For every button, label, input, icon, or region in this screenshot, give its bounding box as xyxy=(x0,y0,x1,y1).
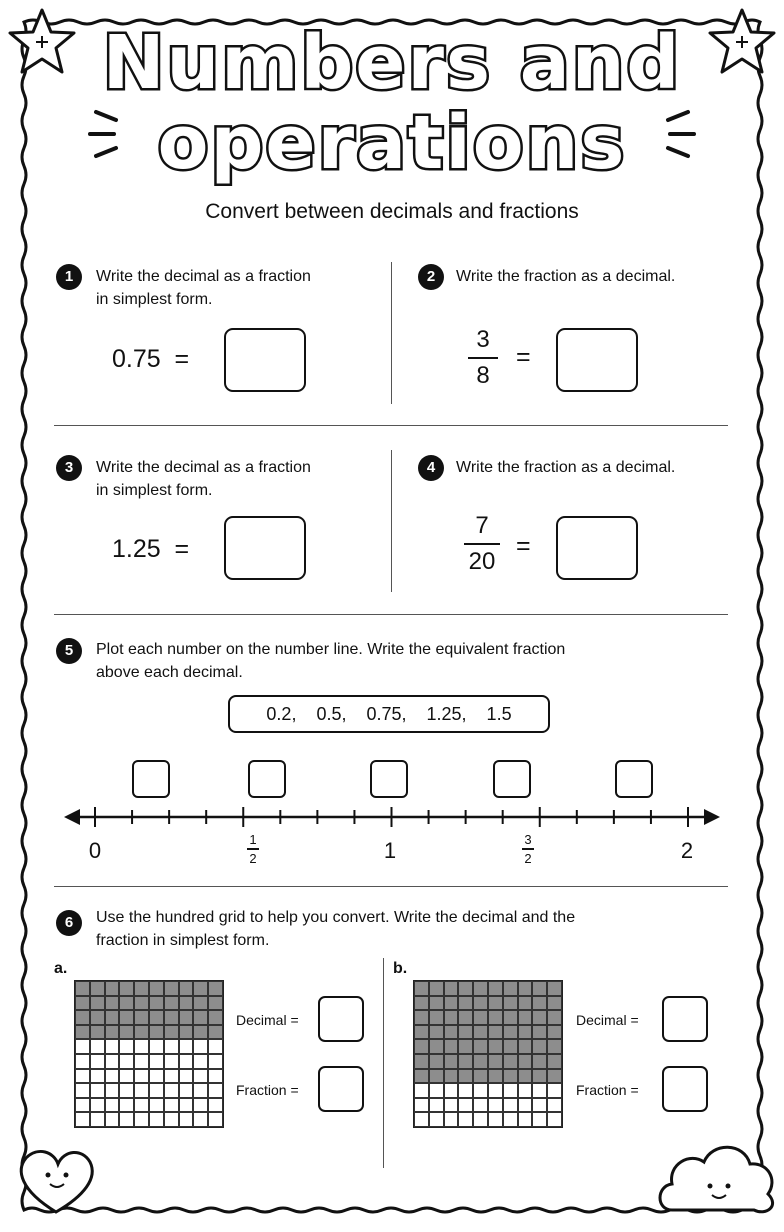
grid-cell xyxy=(134,1039,149,1054)
grid-cell xyxy=(208,1039,223,1054)
question-text-line: fraction in simplest form. xyxy=(96,932,270,949)
grid-cell xyxy=(149,1083,164,1098)
part-label-a: a. xyxy=(54,960,68,977)
grid-cell xyxy=(105,1054,120,1069)
grid-cell xyxy=(75,1039,90,1054)
grid-cell xyxy=(193,1025,208,1040)
grid-cell xyxy=(208,1112,223,1127)
grid-cell xyxy=(518,1083,533,1098)
grid-cell xyxy=(134,1112,149,1127)
number-line-label-half xyxy=(243,832,263,866)
grid-cell xyxy=(193,1010,208,1025)
grid-cell xyxy=(75,996,90,1011)
grid-cell xyxy=(547,981,562,996)
grid-cell xyxy=(458,1098,473,1113)
grid-cell xyxy=(75,981,90,996)
grid-cell xyxy=(458,1054,473,1069)
grid-cell xyxy=(193,1069,208,1084)
decimal-answer-box-a[interactable] xyxy=(318,996,364,1042)
grid-cell xyxy=(134,1083,149,1098)
grid-cell xyxy=(75,1069,90,1084)
number-line-label-2: 2 xyxy=(680,838,694,863)
grid-cell xyxy=(193,981,208,996)
grid-cell xyxy=(105,1010,120,1025)
grid-cell xyxy=(503,1069,518,1084)
grid-cell xyxy=(429,1069,444,1084)
answer-box-q4[interactable] xyxy=(556,516,638,580)
fraction-answer-box[interactable] xyxy=(248,760,286,798)
column-divider xyxy=(391,450,392,592)
grid-cell xyxy=(75,1025,90,1040)
grid-cell xyxy=(208,996,223,1011)
grid-cell xyxy=(134,981,149,996)
grid-cell xyxy=(119,981,134,996)
grid-cell xyxy=(503,1112,518,1127)
numerator: 3 xyxy=(476,326,490,353)
grid-cell xyxy=(547,1039,562,1054)
cloud-icon xyxy=(660,1147,773,1212)
grid-cell xyxy=(532,1039,547,1054)
question-number: 3 xyxy=(56,455,82,481)
decimal-answer-box-b[interactable] xyxy=(662,996,708,1042)
fraction-answer-box[interactable] xyxy=(370,760,408,798)
grid-cell xyxy=(149,1112,164,1127)
grid-cell xyxy=(149,981,164,996)
grid-cell xyxy=(75,1112,90,1127)
grid-cell xyxy=(532,1010,547,1025)
grid-cell xyxy=(547,1112,562,1127)
grid-cell xyxy=(429,981,444,996)
section-divider xyxy=(54,425,728,426)
grid-cell xyxy=(473,1039,488,1054)
grid-cell xyxy=(458,1010,473,1025)
grid-cell xyxy=(488,1112,503,1127)
grid-cell xyxy=(488,1025,503,1040)
grid-cell xyxy=(90,1083,105,1098)
grid-cell xyxy=(149,1054,164,1069)
grid-cell xyxy=(473,996,488,1011)
decimal-label: Decimal = xyxy=(576,1012,639,1028)
grid-cell xyxy=(458,1025,473,1040)
question-number: 4 xyxy=(418,455,444,481)
grid-cell xyxy=(164,996,179,1011)
question-text-line: Use the hundred grid to help you convert. Write the decimal and the xyxy=(96,909,576,926)
grid-cell xyxy=(179,1025,194,1040)
grid-cell xyxy=(444,1083,459,1098)
grid-cell xyxy=(193,1112,208,1127)
denominator: 20 xyxy=(468,548,496,575)
decimal-expression: 0.75 = xyxy=(112,345,190,373)
grid-cell xyxy=(134,1025,149,1040)
grid-cell xyxy=(429,1010,444,1025)
grid-cell xyxy=(547,996,562,1011)
grid-cell xyxy=(488,1083,503,1098)
grid-cell xyxy=(473,981,488,996)
grid-cell xyxy=(444,1098,459,1113)
grid-cell xyxy=(473,1112,488,1127)
grid-cell xyxy=(429,1054,444,1069)
grid-cell xyxy=(458,981,473,996)
equals-sign: = xyxy=(516,343,531,371)
grid-cell xyxy=(473,1069,488,1084)
grid-cell xyxy=(488,1098,503,1113)
grid-cell xyxy=(105,1025,120,1040)
question-text-line: Write the decimal as a fraction xyxy=(96,459,311,476)
grid-cell xyxy=(488,1069,503,1084)
fraction-label: Fraction = xyxy=(576,1082,639,1098)
grid-cell xyxy=(458,1069,473,1084)
grid-cell xyxy=(208,981,223,996)
grid-cell xyxy=(488,1039,503,1054)
grid-cell xyxy=(518,1039,533,1054)
grid-cell xyxy=(532,1025,547,1040)
grid-cell xyxy=(208,1098,223,1113)
grid-cell xyxy=(547,1025,562,1040)
grid-cell xyxy=(532,996,547,1011)
grid-cell xyxy=(164,981,179,996)
grid-cell xyxy=(414,1054,429,1069)
question-number: 6 xyxy=(56,910,82,936)
grid-cell xyxy=(164,1083,179,1098)
heart-icon xyxy=(21,1151,92,1212)
fraction-bar xyxy=(464,543,500,545)
page-title-line2: operations xyxy=(157,100,627,186)
grid-cell xyxy=(444,981,459,996)
grid-cell xyxy=(164,1010,179,1025)
grid-cell xyxy=(547,1010,562,1025)
grid-cell xyxy=(208,1083,223,1098)
fraction-answer-box-a[interactable] xyxy=(318,1066,364,1112)
fraction-answer-box[interactable] xyxy=(132,760,170,798)
grid-cell xyxy=(119,1069,134,1084)
number-line xyxy=(60,800,724,840)
grid-cell xyxy=(473,1054,488,1069)
grid-cell xyxy=(414,1112,429,1127)
question-1-text xyxy=(96,265,311,311)
grid-cell xyxy=(518,1025,533,1040)
number-line-label-three-halves xyxy=(518,832,538,866)
question-2-text: Write the fraction as a decimal. xyxy=(456,268,676,285)
grid-cell xyxy=(488,996,503,1011)
denominator: 8 xyxy=(476,362,490,389)
number-line-label-0: 0 xyxy=(88,838,102,863)
fraction-bar xyxy=(247,848,259,850)
grid-cell xyxy=(473,1083,488,1098)
grid-cell xyxy=(547,1069,562,1084)
question-number: 2 xyxy=(418,264,444,290)
grid-cell xyxy=(164,1069,179,1084)
grid-cell xyxy=(518,1069,533,1084)
grid-cell xyxy=(164,1025,179,1040)
question-text-line: in simplest form. xyxy=(96,482,213,499)
grid-cell xyxy=(179,1083,194,1098)
grid-cell xyxy=(473,1098,488,1113)
fraction-answer-box[interactable] xyxy=(493,760,531,798)
grid-cell xyxy=(414,1039,429,1054)
grid-cell xyxy=(532,1083,547,1098)
grid-cell xyxy=(119,1098,134,1113)
grid-cell xyxy=(90,996,105,1011)
denominator: 2 xyxy=(524,850,532,866)
grid-cell xyxy=(414,1010,429,1025)
answer-box-q3[interactable] xyxy=(224,516,306,580)
grid-cell xyxy=(75,1098,90,1113)
grid-cell xyxy=(444,1069,459,1084)
arrow-right-icon xyxy=(704,809,720,825)
grid-cell xyxy=(414,981,429,996)
grid-cell xyxy=(518,1054,533,1069)
grid-cell xyxy=(532,1069,547,1084)
grid-cell xyxy=(488,1054,503,1069)
numerator: 1 xyxy=(249,832,257,847)
grid-cell xyxy=(444,1010,459,1025)
decimal-label: Decimal = xyxy=(236,1012,299,1028)
grid-cell xyxy=(532,1054,547,1069)
grid-cell xyxy=(193,1039,208,1054)
grid-cell xyxy=(444,996,459,1011)
grid-cell xyxy=(90,1010,105,1025)
grid-cell xyxy=(532,1112,547,1127)
grid-cell xyxy=(119,1083,134,1098)
hundred-grid-a xyxy=(74,980,224,1128)
grid-cell xyxy=(134,1010,149,1025)
grid-cell xyxy=(208,1069,223,1084)
grid-cell xyxy=(414,1098,429,1113)
grid-cell xyxy=(164,1112,179,1127)
column-divider xyxy=(383,958,384,1168)
grid-cell xyxy=(75,1010,90,1025)
grid-cell xyxy=(105,1083,120,1098)
grid-cell xyxy=(105,1039,120,1054)
grid-cell xyxy=(149,1069,164,1084)
grid-cell xyxy=(179,1112,194,1127)
grid-cell xyxy=(503,981,518,996)
grid-cell xyxy=(193,1054,208,1069)
equals-sign: = xyxy=(516,532,531,560)
grid-cell xyxy=(134,1069,149,1084)
page-subtitle: Convert between decimals and fractions xyxy=(205,200,579,223)
grid-cell xyxy=(179,1039,194,1054)
grid-cell xyxy=(119,1112,134,1127)
grid-cell xyxy=(179,981,194,996)
answer-box-q2[interactable] xyxy=(556,328,638,392)
grid-cell xyxy=(105,1112,120,1127)
grid-cell xyxy=(429,1039,444,1054)
decimal-expression: 1.25 = xyxy=(112,535,190,563)
grid-cell xyxy=(414,996,429,1011)
grid-cell xyxy=(518,981,533,996)
grid-cell xyxy=(119,1010,134,1025)
grid-cell xyxy=(473,1025,488,1040)
grid-cell xyxy=(164,1039,179,1054)
question-6-text xyxy=(96,906,575,952)
grid-cell xyxy=(179,1098,194,1113)
grid-cell xyxy=(444,1039,459,1054)
grid-cell xyxy=(532,981,547,996)
grid-cell xyxy=(518,1098,533,1113)
numerator: 3 xyxy=(524,832,532,847)
fraction-bar xyxy=(468,357,498,359)
question-5-text xyxy=(96,638,565,684)
part-label-b: b. xyxy=(393,960,408,977)
fraction-answer-box-b[interactable] xyxy=(662,1066,708,1112)
page-title: Numbers and xyxy=(102,20,682,106)
grid-cell xyxy=(179,1054,194,1069)
section-divider xyxy=(54,614,728,615)
grid-cell xyxy=(503,1039,518,1054)
grid-cell xyxy=(444,1054,459,1069)
grid-cell xyxy=(458,1039,473,1054)
grid-cell xyxy=(444,1025,459,1040)
grid-cell xyxy=(503,1010,518,1025)
grid-cell xyxy=(518,996,533,1011)
grid-cell xyxy=(193,1098,208,1113)
grid-cell xyxy=(458,1083,473,1098)
numerator: 7 xyxy=(475,512,489,539)
question-text-line: Plot each number on the number line. Write the equivalent fraction xyxy=(96,641,566,658)
fraction-answer-box[interactable] xyxy=(615,760,653,798)
grid-cell xyxy=(503,1025,518,1040)
grid-cell xyxy=(75,1083,90,1098)
grid-cell xyxy=(503,1083,518,1098)
grid-cell xyxy=(473,1010,488,1025)
grid-cell xyxy=(429,996,444,1011)
grid-cell xyxy=(164,1054,179,1069)
number-line-label-1: 1 xyxy=(383,838,397,863)
grid-cell xyxy=(119,1025,134,1040)
grid-cell xyxy=(414,1083,429,1098)
grid-cell xyxy=(90,1039,105,1054)
grid-cell xyxy=(134,996,149,1011)
grid-cell xyxy=(458,1112,473,1127)
grid-cell xyxy=(90,1025,105,1040)
answer-box-q1[interactable] xyxy=(224,328,306,392)
grid-cell xyxy=(90,1054,105,1069)
fraction xyxy=(466,326,500,390)
grid-cell xyxy=(503,996,518,1011)
grid-cell xyxy=(90,1069,105,1084)
grid-cell xyxy=(149,1010,164,1025)
grid-cell xyxy=(414,1025,429,1040)
grid-cell xyxy=(105,981,120,996)
grid-cell xyxy=(90,1098,105,1113)
grid-cell xyxy=(414,1069,429,1084)
grid-cell xyxy=(208,1054,223,1069)
grid-cell xyxy=(532,1098,547,1113)
grid-cell xyxy=(429,1083,444,1098)
grid-cell xyxy=(444,1112,459,1127)
section-divider xyxy=(54,886,728,887)
hundred-grid-b xyxy=(413,980,563,1128)
decimal-choices: 0.2, 0.5, 0.75, 1.25, 1.5 xyxy=(228,695,550,733)
grid-cell xyxy=(75,1054,90,1069)
grid-cell xyxy=(503,1098,518,1113)
grid-cell xyxy=(90,981,105,996)
grid-cell xyxy=(164,1098,179,1113)
grid-cell xyxy=(518,1112,533,1127)
question-4-text: Write the fraction as a decimal. xyxy=(456,459,676,476)
grid-cell xyxy=(179,996,194,1011)
question-number: 1 xyxy=(56,264,82,290)
denominator: 2 xyxy=(249,850,257,866)
column-divider xyxy=(391,262,392,404)
grid-cell xyxy=(547,1083,562,1098)
grid-cell xyxy=(119,1054,134,1069)
fraction-bar xyxy=(522,848,534,850)
grid-cell xyxy=(429,1098,444,1113)
fraction-label: Fraction = xyxy=(236,1082,299,1098)
grid-cell xyxy=(179,1069,194,1084)
grid-cell xyxy=(119,1039,134,1054)
grid-cell xyxy=(119,996,134,1011)
grid-cell xyxy=(547,1098,562,1113)
grid-cell xyxy=(149,1098,164,1113)
grid-cell xyxy=(134,1098,149,1113)
grid-cell xyxy=(105,1098,120,1113)
question-number: 5 xyxy=(56,638,82,664)
grid-cell xyxy=(488,1010,503,1025)
grid-cell xyxy=(208,1010,223,1025)
grid-cell xyxy=(488,981,503,996)
question-text-line: in simplest form. xyxy=(96,291,213,308)
grid-cell xyxy=(193,1083,208,1098)
grid-cell xyxy=(518,1010,533,1025)
grid-cell xyxy=(429,1112,444,1127)
question-3-text xyxy=(96,456,311,502)
arrow-left-icon xyxy=(64,809,80,825)
grid-cell xyxy=(458,996,473,1011)
grid-cell xyxy=(208,1025,223,1040)
grid-cell xyxy=(105,1069,120,1084)
grid-cell xyxy=(429,1025,444,1040)
grid-cell xyxy=(149,1025,164,1040)
grid-cell xyxy=(149,1039,164,1054)
grid-cell xyxy=(193,996,208,1011)
grid-cell xyxy=(547,1054,562,1069)
grid-cell xyxy=(90,1112,105,1127)
grid-cell xyxy=(503,1054,518,1069)
question-text-line: Write the decimal as a fraction xyxy=(96,268,311,285)
grid-cell xyxy=(105,996,120,1011)
fraction xyxy=(460,512,504,576)
grid-cell xyxy=(134,1054,149,1069)
question-text-line: above each decimal. xyxy=(96,664,243,681)
grid-cell xyxy=(179,1010,194,1025)
grid-cell xyxy=(149,996,164,1011)
